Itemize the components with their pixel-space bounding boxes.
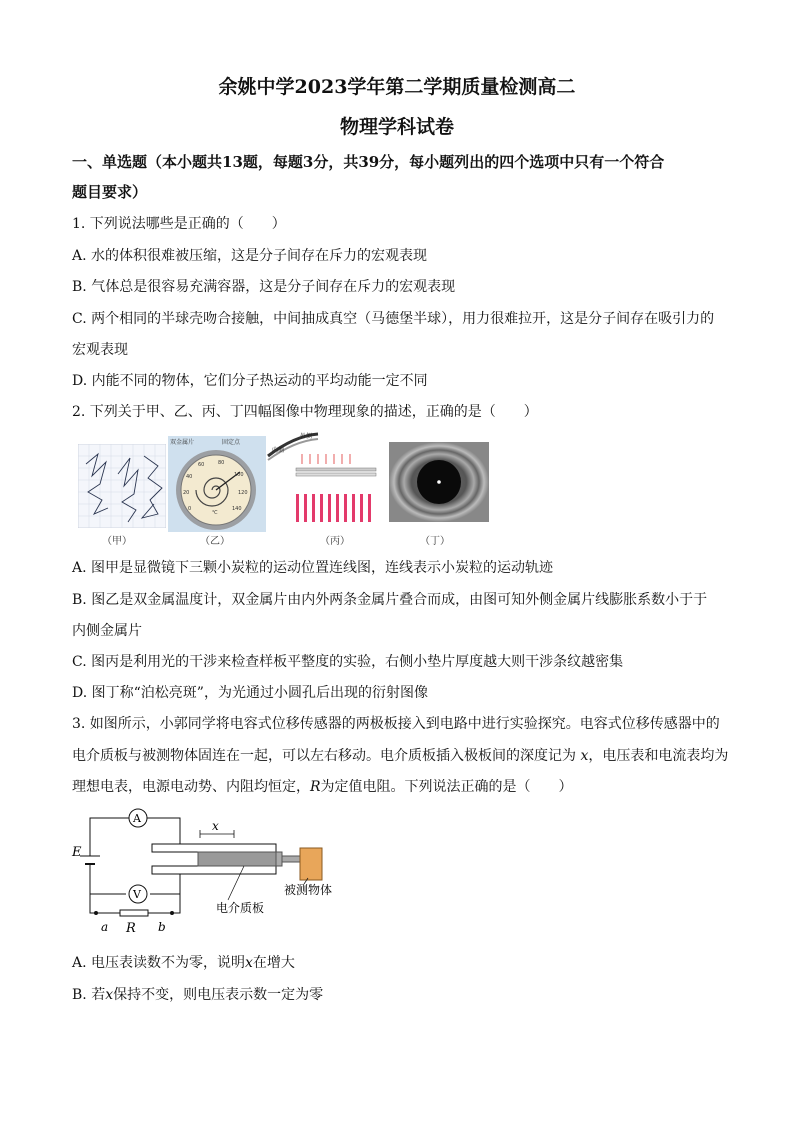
ammeter-label: A [133, 812, 141, 825]
dial-tick: 40 [186, 474, 193, 480]
interference-figure [294, 454, 380, 526]
q3-stem-line2: 电介质板与被测物体固连在一起，可以左右移动。电介质板插入极板间的深度记为 x，电压表和电流表均为 [72, 748, 729, 764]
dielectric-label: 电介质板 [216, 901, 265, 915]
q3-stem-line3: 理想电表，电源电动势、内阻均恒定，R为定值电阻。下列说法正确的是（ ） [72, 779, 573, 795]
voltmeter-label: V [133, 888, 141, 901]
outer-label: 外侧 [300, 433, 313, 440]
q2-option-b-cont: 内侧金属片 [72, 623, 142, 639]
dial-tick: 140 [232, 506, 242, 512]
q1-option-c: C. 两个相同的半球壳吻合接触，中间抽成真空（马德堡半球），用力很难拉开，这是分子间存在吸引力的 [72, 311, 715, 327]
q3-stem: 3. 如图所示，小郭同学将电容式位移传感器的两极板接入到电路中进行实验探究。电容式位移传感器中的 [72, 716, 720, 732]
q1-option-c-cont: 宏观表现 [72, 342, 128, 358]
dial-tick: 0 [188, 506, 192, 512]
emf-label: E [72, 845, 82, 860]
q2-option-b: B. 图乙是双金属温度计，双金属片由内外两条金属片叠合而成，由图可知外侧金属片线膨胀系数小于于 [72, 592, 708, 608]
section-heading-cont: 题目要求） [72, 183, 148, 201]
q2-option-d: D. 图丁称“泊松亮斑”，为光通过小圆孔后出现的衍射图像 [72, 685, 428, 701]
q3-option-b: B. 若x保持不变，则电压表示数一定为零 [72, 987, 324, 1003]
q2-figures [72, 433, 492, 547]
dial-tick: 80 [218, 460, 225, 466]
paper-title: 余姚中学2023学年第二学期质量检测高二 [218, 76, 576, 98]
caption-bing: （丙） [320, 536, 350, 547]
section-heading: 一、单选题（本小题共13题，每题3分，共39分，每小题列出的四个选项中只有一个符合 [72, 153, 665, 171]
unit-label: ℃ [212, 510, 218, 516]
q1-option-d: D. 内能不同的物体，它们分子热运动的平均动能一定不同 [72, 373, 428, 389]
dial-tick: 60 [198, 462, 205, 468]
depth-label: x [212, 819, 219, 833]
caption-jia: （甲） [102, 536, 132, 547]
caption-yi: （乙） [200, 536, 230, 547]
q2-option-c: C. 图丙是利用光的干涉来检查样板平整度的实验，右侧小垫片厚度越大则干涉条纹越密集 [72, 654, 624, 670]
dial-tick: 120 [238, 490, 248, 496]
capacitive-sensor-circuit [68, 808, 358, 938]
q1-option-b: B. 气体总是很容易充满容器，这是分子间存在斥力的宏观表现 [72, 279, 456, 295]
node-a-label: a [101, 920, 109, 934]
inner-label: 内侧 [272, 447, 285, 454]
resistor-label: R [126, 921, 136, 936]
bimetal-thermometer-figure [168, 436, 266, 532]
q3-option-a: A. 电压表读数不为零，说明x在增大 [72, 955, 295, 971]
paper-subtitle: 物理学科试卷 [339, 116, 454, 138]
q1-option-a: A. 水的体积很难被压缩，这是分子间存在斥力的宏观表现 [72, 248, 428, 264]
q2-option-a: A. 图甲是显微镜下三颗小炭粒的运动位置连线图，连线表示小炭粒的运动轨迹 [72, 560, 554, 576]
q2-stem: 2. 下列关于甲、乙、丙、丁四幅图像中物理现象的描述，正确的是（ ） [72, 404, 538, 420]
caption-ding: （丁） [420, 536, 450, 547]
dial-tick: 20 [183, 490, 190, 496]
dial-tick: 100 [234, 472, 244, 478]
bimetal-label: 双金属片 [170, 439, 195, 446]
poisson-spot-figure [389, 442, 489, 522]
node-b-label: b [158, 920, 166, 934]
q1-stem: 1. 下列说法哪些是正确的（ ） [72, 216, 286, 232]
brownian-motion-figure [78, 444, 166, 528]
fixed-point-label: 固定点 [222, 439, 241, 446]
object-label: 被测物体 [284, 883, 333, 897]
